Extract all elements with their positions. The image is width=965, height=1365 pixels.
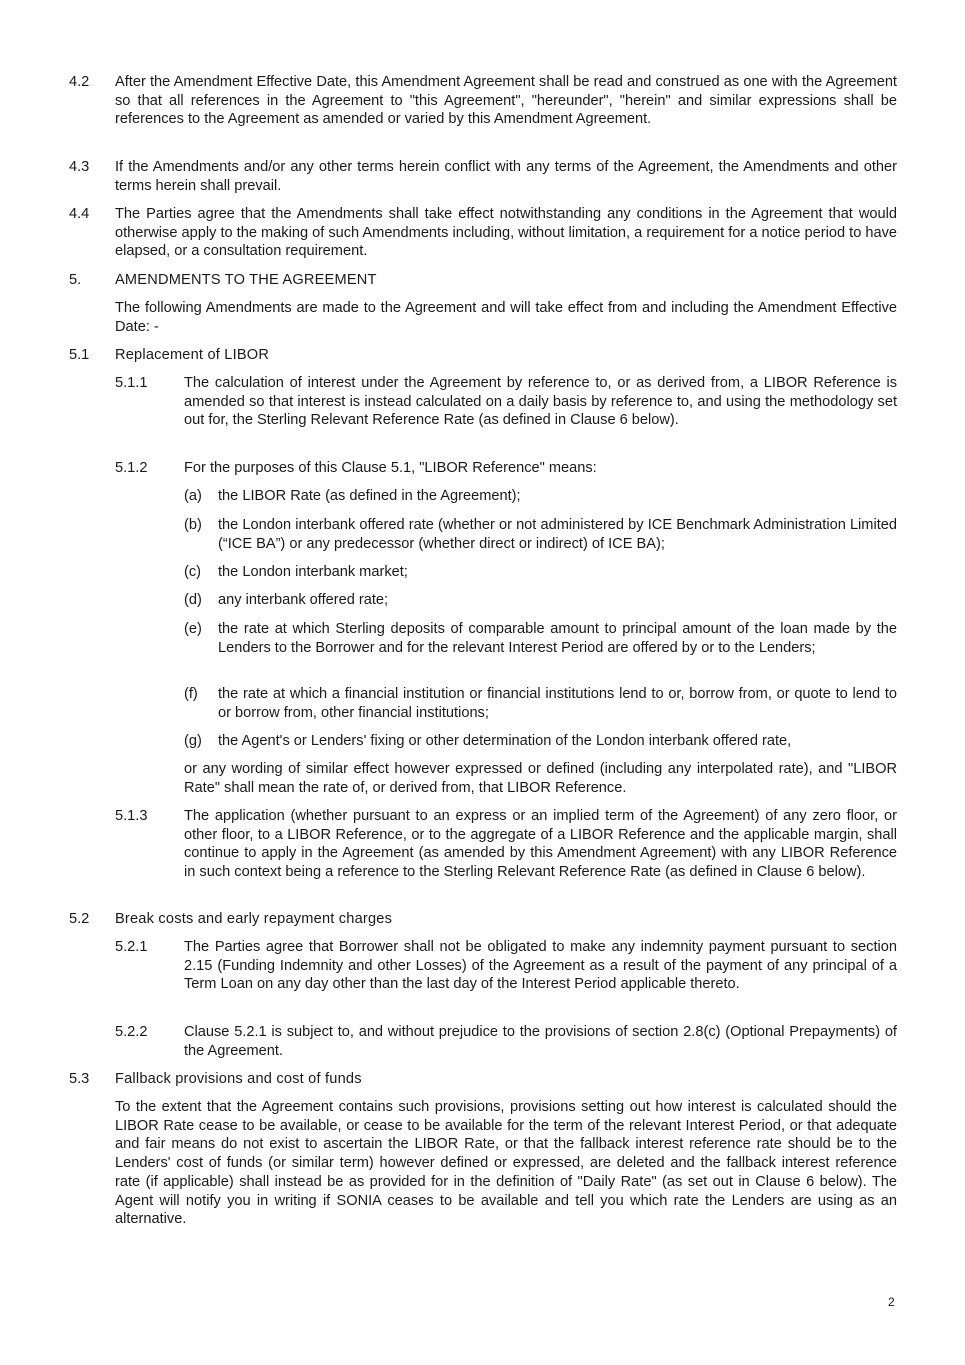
clause-number-5-2-2: 5.2.2 [115,1024,148,1040]
clause-number-5: 5. [69,272,82,288]
clause-4-4-text: The Parties agree that the Amendments shall take effect notwithstanding any conditions in the Agreement that would otherwise apply to the making of such Amendments including, without limitation, a requirement for a notice period to have elapsed, or a consultation requirement. [115,206,898,260]
clause-5-2-2-text: Clause 5.2.1 is subject to, and without prejudice to the provisions of section 2.8(c) (Optional Prepayments) of the Agreement. [184,1024,897,1059]
list-item-e-text: the rate at which Sterling deposits of comparable amount to principal amount of the loan made by the Lenders to the Borrower and for the relevant Interest Period are offered by or to the Lenders; [218,621,897,656]
list-item-label-g: (g) [184,733,202,749]
clause-4-2-text: After the Amendment Effective Date, this Amendment Agreement shall be read and construed as one with the Agreement so that all references in the Agreement to "this Agreement", "hereunder", "herein" and similar expressions shall be references to the Agreement as amended or varied by this Amendment Agreement. [115,74,897,128]
page-number: 2 [888,1295,895,1309]
list-item-label-c: (c) [184,564,202,580]
clause-number-5-3: 5.3 [69,1071,90,1087]
clause-number-5-2-1: 5.2.1 [115,939,148,955]
clause-number-5-2: 5.2 [69,911,90,927]
clause-5-2-1-text: The Parties agree that Borrower shall not be obligated to make any indemnity payment pursuant to section 2.15 (Funding Indemnity and other Losses) of the Agreement as a result of the payment of any principal of a Term Loan on any day other than the last day of the Interest Period applicable thereto. [184,939,897,993]
clause-number-5-1: 5.1 [69,347,90,363]
clause-number-4-2: 4.2 [69,74,90,90]
clause-number-4-3: 4.3 [69,159,90,175]
list-item-d-text: any interbank offered rate; [218,592,389,608]
clause-5-1-1-text: The calculation of interest under the Agreement by reference to, or as derived from, a LIBOR Reference is amended so that interest is instead calculated on a daily basis by reference to, and using the methodology set out for, the Sterling Relevant Reference Rate (as defined in Clause 6 below). [184,375,897,429]
clause-number-5-1-3: 5.1.3 [115,808,148,824]
subsection-heading-fallback-provisions: Fallback provisions and cost of funds [115,1071,362,1087]
list-item-label-f: (f) [184,686,198,702]
list-item-b-text: the London interbank offered rate (whether or not administered by ICE Benchmark Administration Limited (“ICE BA”) or any predecessor (whether direct or indirect) of ICE BA); [218,517,897,552]
clause-4-3-text: If the Amendments and/or any other terms herein conflict with any terms of the Agreement, the Amendments and other terms herein shall prevail. [115,159,897,194]
clause-5-1-2-tail: or any wording of similar effect however expressed or defined (including any interpolated rate), and "LIBOR Rate" shall mean the rate of, or derived from, that LIBOR Reference. [184,761,897,796]
section-heading-amendments: AMENDMENTS TO THE AGREEMENT [115,272,377,288]
list-item-label-b: (b) [184,517,202,533]
list-item-label-e: (e) [184,621,202,637]
list-item-label-a: (a) [184,488,202,504]
list-item-a-text: the LIBOR Rate (as defined in the Agreement); [218,488,521,504]
list-item-c-text: the London interbank market; [218,564,408,580]
clause-number-5-1-1: 5.1.1 [115,375,148,391]
clause-5-1-3-text: The application (whether pursuant to an express or an implied term of the Agreement) of any zero floor, or other floor, to a LIBOR Reference, or to the aggregate of a LIBOR Reference and the applicable margin, shall continue to apply in the Agreement (as amended by this Amendment Agreement) with any LIBOR Reference in such context being a reference to the Sterling Relevant Reference Rate (as defined in Clause 6 below). [184,808,897,881]
clause-number-4-4: 4.4 [69,206,90,222]
subsection-heading-replacement-of-libor: Replacement of LIBOR [115,347,270,363]
list-item-g-text: the Agent's or Lenders' fixing or other determination of the London interbank offered rate, [218,733,792,749]
clause-number-5-1-2: 5.1.2 [115,460,148,476]
list-item-label-d: (d) [184,592,202,608]
list-item-f-text: the rate at which a financial institution or financial institutions lend to or, borrow from, or quote to lend to or borrow from, other financial institutions; [218,686,897,721]
clause-5-3-text: To the extent that the Agreement contains such provisions, provisions setting out how interest is calculated should the LIBOR Rate cease to be available, or cease to be available for the term of the relevant Interest Period, or that adequate and fair means do not exist to ascertain the LIBOR Rate, or that the fallback interest reference rate should be to the Lenders' cost of funds (or similar term) however defined or expressed, are deleted and the fallback interest reference rate (if applicable) shall instead be as provided for in the definition of "Daily Rate" (as set out in Clause 6 below). The Agent will notify you in writing if SONIA ceases to be available and tell you which rate the Lenders are using as an alternative. [115,1099,897,1228]
clause-5-1-2-text: For the purposes of this Clause 5.1, "LIBOR Reference" means: [184,460,597,476]
subsection-heading-break-costs: Break costs and early repayment charges [115,911,393,927]
section-5-intro: The following Amendments are made to the Agreement and will take effect from and including the Amendment Effective Date: - [115,300,897,335]
